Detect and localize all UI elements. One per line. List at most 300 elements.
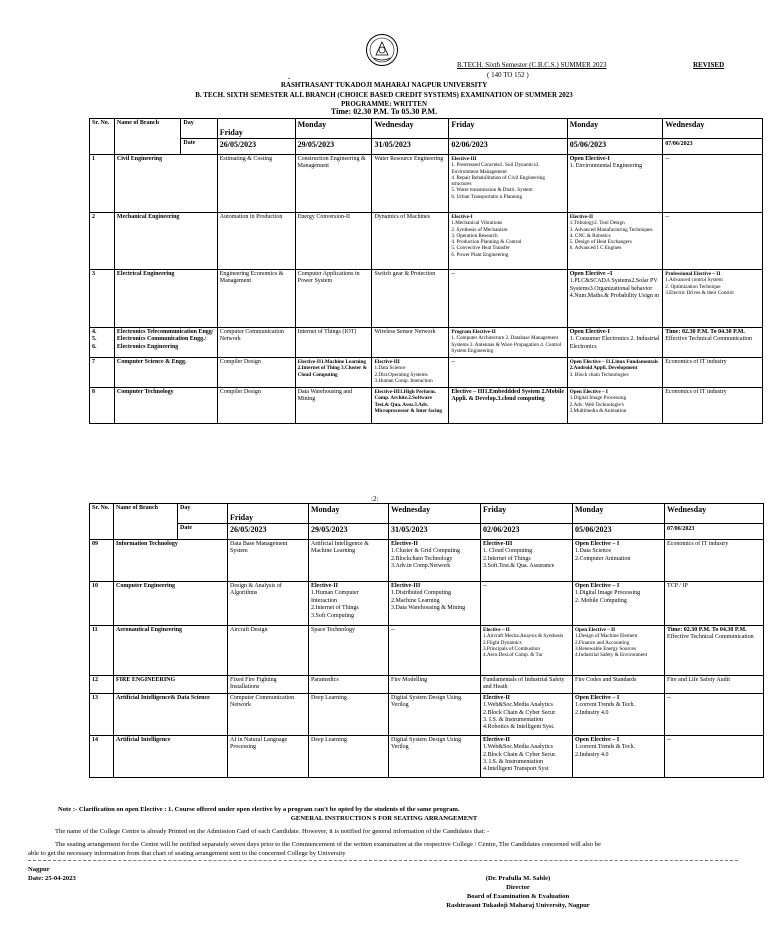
row-branch: Electrical Engineering	[114, 270, 217, 328]
row-branch: Computer Science & Engg.	[114, 358, 217, 388]
timetable-page1	[89, 118, 763, 424]
cell-c2	[295, 358, 372, 388]
cell-line: Economics of IT industry	[665, 359, 727, 365]
cell-line: 2.Industry 4.0	[575, 751, 609, 758]
sr-header: Sr. No.	[90, 504, 114, 540]
cell-line: 2.Machine Learning	[391, 597, 440, 604]
cell-line: Compiler Design	[219, 389, 261, 395]
table-row	[90, 735, 764, 777]
row-branch: Artificial Intelligence& Data Science	[114, 693, 228, 735]
cell-c2	[295, 328, 372, 358]
cell-line: 1.Digital Image Processing	[575, 590, 641, 597]
cell-line: 1. Cloud Computing	[483, 548, 533, 555]
cell-line: 4. Production Planning & Control	[451, 239, 522, 246]
cell-line: TCP / IP	[667, 583, 688, 589]
page-marker: :2:	[371, 495, 379, 503]
instruction-para-1: The name of the College Centre is already Printed on the Admission Card of each Candidate. However, it is notified for general information of the Candidates that: -	[55, 828, 490, 835]
cell-line: Elective-II	[483, 736, 510, 743]
issue-date: Date: 25-04-2023	[28, 875, 76, 882]
cell-c2	[309, 676, 389, 694]
cell-c3	[372, 213, 449, 270]
cell-c1	[228, 626, 309, 676]
cell-line: Open Elective – I1.Linux Fundamentals 2.Android Appli. Development	[569, 359, 659, 372]
cell-c3	[372, 155, 449, 213]
cell-line: Elective-III	[451, 156, 477, 162]
cell-line: --	[451, 359, 456, 365]
cell-line: 2.Dist.Operating Systems	[374, 371, 428, 378]
cell-line: Compiler Design	[219, 359, 261, 365]
row-sr: 8	[90, 388, 115, 424]
cell-line: --	[667, 736, 671, 743]
cell-c3	[372, 328, 449, 358]
cell-line: Artificial Intelligence & Machine Learning	[311, 541, 369, 555]
table-row	[90, 626, 764, 676]
cell-line: 1.Web&Soc.Media Analytics	[483, 744, 554, 751]
cell-line: Computer Applications in Power System	[297, 271, 360, 285]
table-row	[90, 358, 763, 388]
cell-line: Program Elective-II	[451, 329, 496, 335]
cell-line: Open Elective –I	[569, 271, 613, 277]
cell-c3	[389, 582, 481, 626]
cell-line: Data Warehousing and Mining	[297, 389, 353, 403]
cell-line: 2. Mobile Computing	[575, 597, 627, 604]
cell-c5	[573, 626, 665, 676]
university-name: RASHTRASANT TUKADOJI MAHARAJ NAGPUR UNIVERSITY	[280, 81, 488, 89]
date-2: 29/05/2023	[309, 524, 389, 540]
row-branch: Information Technology	[114, 540, 228, 582]
cell-c1	[228, 676, 309, 694]
day-3: Wednesday	[372, 119, 449, 139]
cell-c5	[573, 582, 665, 626]
revised-label: REVISED	[693, 61, 725, 69]
date-6: 07/06/2023	[665, 524, 764, 540]
cell-line: Wireless Sensor Network	[374, 329, 436, 335]
cell-c2	[295, 270, 372, 328]
cell-line: Open Elective – I	[575, 736, 620, 743]
cell-c3	[389, 735, 481, 777]
table-row	[90, 582, 764, 626]
cell-c2	[295, 213, 372, 270]
cell-line: 2. Synthesis of Mechanism	[451, 226, 508, 233]
cell-line: Digital System Design Using Verilog	[391, 736, 462, 751]
signer-designation: Director	[506, 884, 530, 891]
table-row	[90, 328, 763, 358]
cell-c1	[217, 328, 295, 358]
cell-c5	[573, 693, 665, 735]
cell-line: Water Resource Engineering	[374, 156, 444, 162]
cell-line: Data Base Management System	[230, 541, 288, 555]
cell-line: Elective-I	[451, 214, 473, 220]
cell-line: --	[451, 271, 456, 277]
cell-c5	[567, 213, 663, 270]
cell-line: --	[483, 583, 487, 589]
cell-line: Space Technology	[311, 627, 355, 633]
cell-c2	[309, 626, 389, 676]
cell-line: Open Elective – I	[569, 389, 608, 395]
date-2: 29/05/2023	[295, 139, 372, 155]
cell-c5	[573, 735, 665, 777]
cell-line: 1.Data Science	[575, 548, 611, 555]
cell-c2	[309, 540, 389, 582]
cell-line: Elective-III1.High Perform. Comp. Archite.2.Software Test.& Qua. Assu.3.Adv. Microprocessor & Inter facing	[374, 389, 442, 414]
cell-line: --	[667, 694, 671, 701]
cell-line: Open Elective-I	[569, 329, 610, 335]
cell-c3	[389, 540, 481, 582]
place: Nagpur	[28, 866, 50, 873]
cell-line: 6. Advanced I C Engines	[569, 245, 622, 252]
cell-c5	[567, 388, 663, 424]
day-3: Wednesday	[389, 504, 481, 524]
cell-line: 2.Internet of Things	[483, 555, 531, 562]
date-label: Date	[178, 524, 228, 540]
cell-c1	[228, 582, 309, 626]
cell-c2	[295, 155, 372, 213]
cell-line: 1.Data Science	[374, 365, 406, 372]
cell-line: Engineering Economics & Management	[219, 271, 284, 285]
cell-line: 6. Power Plant Engineering	[451, 251, 509, 258]
cell-line: 3. I.S. & Instrumentation	[483, 759, 543, 766]
cell-c6	[665, 735, 764, 777]
cell-line: 5. Convective Heat Transfer	[451, 245, 510, 252]
cell-line: 2.Block Chain & Cyber Secur.	[483, 709, 557, 716]
cell-line: 3. Operation Research	[451, 232, 498, 239]
cell-line: 2.Computer Animation	[575, 555, 631, 562]
row-branch: Mechanical Engineering	[114, 213, 217, 270]
cell-c4	[449, 155, 567, 213]
cell-line: 4. CNC & Robotics	[569, 232, 611, 239]
cell-line: Fire Codes and Standards	[575, 677, 637, 683]
cell-c5	[567, 270, 663, 328]
cell-line: Automation in Production	[219, 214, 283, 220]
cell-line: --	[665, 214, 670, 220]
cell-line: Fixed Fire Fighting Installations	[230, 677, 277, 691]
cell-line: 1. Computer Architecture 2. Database Management Systems 3. Antennas & Wave Propagation 4. Control System Engineering	[451, 335, 562, 354]
cell-line: Deep Learning	[311, 694, 347, 701]
row-sr: 3	[90, 270, 115, 328]
cell-line: 1.Tribology2. Tool Design	[569, 220, 625, 227]
cell-line: 2.Finance and Accounting	[575, 639, 630, 646]
cell-line: 3. Advanced Manufacturing Techniques	[569, 226, 653, 233]
cell-line: Paramedics	[311, 677, 339, 683]
cell-line: Elective-III	[391, 583, 421, 589]
cell-line: 1.corrent Trends & Tech.	[575, 744, 635, 751]
cell-c1	[228, 735, 309, 777]
date-5: 05/06/2023	[573, 524, 665, 540]
cell-c4	[481, 582, 573, 626]
university-seal-logo	[365, 33, 399, 67]
timetable-page2	[89, 503, 764, 778]
cell-c6	[665, 540, 764, 582]
cell-line: 1.Cluster & Grid Computing	[391, 548, 460, 555]
cell-c2	[295, 388, 372, 424]
university-footer: Rashtrasant Tukadoji Maharaj University, Nagpur	[446, 902, 590, 909]
cell-c6	[663, 270, 763, 328]
cell-line: 2.Block Chain & Cyber Secur.	[483, 751, 557, 758]
cell-line: 1.Human Computer Interaction	[311, 590, 359, 604]
cell-c5	[567, 328, 663, 358]
cell-line: 3.Principals of Combustion	[483, 645, 540, 652]
cell-line: Elective-II	[569, 214, 594, 220]
cell-c3	[389, 626, 481, 676]
cell-c2	[309, 735, 389, 777]
cell-line: 1.Web&Soc.Media Analytics	[483, 702, 554, 709]
cell-line: Elective – II	[483, 627, 510, 633]
table-row	[90, 270, 763, 328]
cell-line: 2.Internet of Things	[311, 605, 359, 612]
cell-line: Computer Communication Network	[230, 694, 295, 709]
row-branch: Artificial Intelligence	[114, 735, 228, 777]
date-3: 31/05/2023	[389, 524, 481, 540]
cell-line: Dynamics of Machines	[374, 214, 431, 220]
cell-line: Open Elective-I	[569, 156, 610, 162]
cell-c3	[389, 676, 481, 694]
day-4: Friday	[449, 119, 567, 139]
cell-c3	[372, 358, 449, 388]
date-3: 31/05/2023	[372, 139, 449, 155]
exam-title: B. TECH. SIXTH SEMESTER ALL BRANCH (CHOICE BASED CREDIT SYSTEMS) EXAMINATION OF SUMMER 2023	[195, 91, 573, 99]
cell-c5	[567, 155, 663, 213]
cell-line: Effective Technical Communication	[667, 634, 754, 641]
cell-line: 3.Human Comp. Interaction	[374, 377, 433, 384]
cell-line: Switch gear & Protection	[374, 271, 436, 277]
row-branch: Electronics Telecommunication Engg/ Electronics Communication Engg./ Electronics Engineering	[114, 328, 217, 358]
cell-line: 2.Industry 4.0	[575, 709, 609, 716]
row-sr: 09	[90, 540, 114, 582]
cell-line: Estimating & Costing	[219, 156, 273, 162]
row-branch: Aeronautical Engineering	[114, 626, 228, 676]
cell-line: Aircraft Design	[230, 627, 268, 633]
cell-line: 5. Design of Heat Exchangers	[569, 239, 632, 246]
cell-line: 1. Consumer Electronics 2. Industrial Electronics	[569, 336, 660, 350]
cell-line: 1.Distributed Computing	[391, 590, 451, 597]
elective-note: Note :- Clarification on open Elective : 1. Course offered under open elective by a program can't be opted by the students of the same program.	[58, 806, 460, 813]
date-1: 26/05/2023	[217, 139, 295, 155]
day-5: Monday	[573, 504, 665, 524]
cell-line: 4.Aero.Desi.of Comp. & Tur	[483, 652, 543, 659]
cell-c3	[372, 270, 449, 328]
row-sr: 7	[90, 358, 115, 388]
cell-line: 1.corrent Trends & Tech.	[575, 702, 635, 709]
cell-line: 3. Block chain Technologies	[569, 371, 629, 378]
cell-c6	[665, 626, 764, 676]
cell-line: Elective-III	[374, 359, 400, 365]
day-5: Monday	[567, 119, 663, 139]
cell-c1	[217, 213, 295, 270]
cell-line: Elective-II1.Machine Learning 2.Internet of Thing 3.Cluster & Cloud Computing	[297, 359, 367, 378]
cell-c6	[665, 676, 764, 694]
cell-line: Open Elective – II	[575, 627, 616, 633]
cell-line: Elective – III1.Embeddded System 2.Mobile Appli. & Develop.3.cloud computing	[451, 389, 564, 403]
dash-mark: -	[288, 74, 291, 82]
cell-c5	[567, 358, 663, 388]
divider	[28, 860, 738, 861]
cell-line: 6. Urban Transportatio n Planning	[451, 193, 523, 200]
date-label: Date	[181, 139, 217, 155]
cell-c4	[481, 540, 573, 582]
cell-line: 3.Multimedia & Animation	[569, 407, 627, 414]
row-sr: 14	[90, 735, 114, 777]
date-1: 26/05/2023	[228, 524, 309, 540]
date-5: 05/06/2023	[567, 139, 663, 155]
cell-c6	[665, 582, 764, 626]
row-branch: Computer Technology	[114, 388, 217, 424]
cell-c6	[665, 693, 764, 735]
cell-c6	[663, 155, 763, 213]
table-row	[90, 213, 763, 270]
cell-line: 1.Advanced control System	[665, 277, 723, 284]
cell-line: 1.PLC&SCADA Systems2.Solar PV Systems3.Organizational behavior 4.Num.Maths.& Probability Usign m	[569, 278, 660, 300]
cell-c4	[481, 626, 573, 676]
cell-c3	[372, 388, 449, 424]
cell-c4	[449, 358, 567, 388]
table-row	[90, 540, 764, 582]
time-label: Time: 02.30 P.M. To 05.30 P.M.	[330, 107, 438, 116]
programme-label: PROGRAMME: WRITTEN	[340, 100, 427, 108]
cell-line: 3.Soft.Test.& Qua. Assurance	[483, 563, 555, 570]
day-2: Monday	[309, 504, 389, 524]
cell-line: 1.Mechanical Vibrations	[451, 220, 503, 227]
signer-name: (Dr. Prafulla M. Sable)	[485, 875, 551, 882]
cell-line: 1. Prestressed Concrete2. Soil Dynamics3. Environment Management	[451, 162, 540, 175]
cell-line: Open Elective – I	[575, 541, 620, 547]
cell-line: Computer Communication Network	[219, 329, 284, 343]
cell-c1	[217, 388, 295, 424]
cell-line: 5. Water transmission & Distri. System	[451, 187, 533, 194]
cell-c1	[228, 693, 309, 735]
cell-c4	[449, 213, 567, 270]
cell-line: 3.Data Warehousing & Mining	[391, 605, 466, 612]
row-sr: 4. 5. 6.	[90, 328, 115, 358]
cell-line: Time: 02.30 P.M. To 04.30 P.M.	[665, 329, 745, 335]
cell-c4	[481, 693, 573, 735]
cell-line: Elective-II	[391, 541, 418, 547]
cell-c4	[481, 676, 573, 694]
cell-line: 2.Flight Dynamics	[483, 639, 522, 646]
cell-line: 4.Industrial Safety & Environment	[575, 652, 648, 659]
row-sr: 2	[90, 213, 115, 270]
row-branch: Computer Engineering	[114, 582, 228, 626]
cell-c5	[573, 540, 665, 582]
cell-line: Economics of IT industry	[667, 541, 729, 547]
day-1: Friday	[217, 119, 295, 139]
cell-line: 4.Robotics & Intelligent Syst.	[483, 724, 555, 731]
cell-line: Internet of Things (IOT)	[297, 329, 357, 335]
cell-c1	[217, 270, 295, 328]
cell-c1	[217, 358, 295, 388]
cell-c4	[449, 388, 567, 424]
table-row	[90, 693, 764, 735]
cell-c6	[663, 358, 763, 388]
day-label: Day	[181, 119, 217, 139]
cell-c5	[573, 676, 665, 694]
cell-line: 2.Adv. Web Technologie's	[569, 401, 624, 408]
cell-line: 2. Optimization Technique	[665, 283, 721, 290]
branch-header: Name of Branch	[114, 119, 180, 155]
cell-line: Professional Elective – II	[665, 271, 721, 277]
cell-line: Time: 02.30 P.M. To 04.30 P.M.	[667, 627, 747, 633]
row-sr: 13	[90, 693, 114, 735]
cell-line: 1.Digital Image Processing	[569, 395, 627, 402]
sr-header: Sr. No.	[90, 119, 115, 155]
cell-line: Fire Modelling	[391, 677, 428, 683]
range-label: ( 140 TO 152 )	[487, 71, 529, 79]
board-name: Board of Examination & Evaluation	[466, 893, 570, 900]
cell-line: Open Elective – I	[575, 694, 620, 701]
date-4: 02/06/2023	[449, 139, 567, 155]
cell-line: AI in Natural Language Processing	[230, 736, 288, 751]
cell-c4	[481, 735, 573, 777]
cell-c4	[449, 328, 567, 358]
day-label: Day	[178, 504, 228, 524]
day-6: Wednesday	[663, 119, 763, 139]
cell-line: 1.Design of Machine Element	[575, 633, 638, 640]
cell-c6	[663, 328, 763, 358]
cell-c3	[389, 693, 481, 735]
cell-c6	[663, 388, 763, 424]
row-sr: 12	[90, 676, 114, 694]
row-branch: Civil Engineering	[114, 155, 217, 213]
row-sr: 1	[90, 155, 115, 213]
cell-c4	[449, 270, 567, 328]
cell-line: Fire and Life Safety Audit	[667, 677, 730, 683]
cell-c2	[309, 693, 389, 735]
cell-line: 3.Electric Drives & their Control	[665, 289, 734, 296]
cell-line: 1.Aircraft Mecha.Anaysis & Synthesis	[483, 633, 564, 640]
cell-c1	[228, 540, 309, 582]
date-4: 02/06/2023	[481, 524, 573, 540]
cell-line: Deep Learning	[311, 736, 347, 743]
day-2: Monday	[295, 119, 372, 139]
cell-line: --	[665, 156, 670, 162]
cell-line: Open Elective – I	[575, 583, 620, 589]
table-row	[90, 388, 763, 424]
day-1: Friday	[228, 504, 309, 524]
general-instructions-title: GENERAL INSTRUCTION S FOR SEATING ARRANGEMENT	[290, 815, 478, 822]
cell-line: Design & Analysis of Algorithms	[230, 583, 282, 597]
table-row	[90, 155, 763, 213]
cell-line: Fundamentals of Industrial Safety and Heath	[483, 677, 565, 691]
instruction-para-2a: The seating arrangement for the Centre will be notified separately seven days prior to the Commencement of the written examination at the respective College / Centre, The Candidates concerned will also be	[55, 841, 601, 848]
cell-c2	[309, 582, 389, 626]
cell-line: Digital System Design Using Verilog	[391, 694, 462, 709]
table-row	[90, 676, 764, 694]
instruction-para-2b: able to get the necessary information from that chart of seating arrangement sent to the concerned College by University	[28, 850, 346, 857]
cell-line: 3.Soft Computing	[311, 612, 355, 619]
cell-line: Elective-III	[483, 541, 513, 547]
exam-line: B.TECH. Sixth Semester (C.B.C.S.) SUMMER 2023	[457, 61, 607, 69]
row-sr: 11	[90, 626, 114, 676]
day-4: Friday	[481, 504, 573, 524]
cell-line: 4. Repair Rehabilitation of Civil Engineering structures	[451, 174, 545, 188]
cell-c6	[663, 213, 763, 270]
cell-line: 4.Intelligent Transport Syst	[483, 766, 549, 773]
cell-line: 3.Adv.in Comp.Network	[391, 563, 451, 570]
cell-line: Economics of IT industry	[665, 389, 727, 395]
row-sr: 10	[90, 582, 114, 626]
branch-header: Name of Branch	[114, 504, 178, 540]
day-6: Wednesday	[665, 504, 764, 524]
cell-line: 3. I.S. & Instrumentation	[483, 717, 543, 724]
row-branch: FIRE ENGINEERING	[114, 676, 228, 694]
cell-line: Elective-II	[483, 694, 510, 701]
cell-line: 3.Renewable Energy Sources	[575, 645, 636, 652]
cell-line: --	[391, 627, 395, 633]
date-6: 07/06/2023	[663, 139, 763, 155]
cell-line: 1. Environmental Engineering	[569, 163, 643, 170]
cell-line: 2.Blockchain Technology	[391, 555, 453, 562]
cell-line: Effective Technical Communication	[665, 336, 752, 343]
cell-line: Construction Engineering & Management	[297, 156, 366, 170]
